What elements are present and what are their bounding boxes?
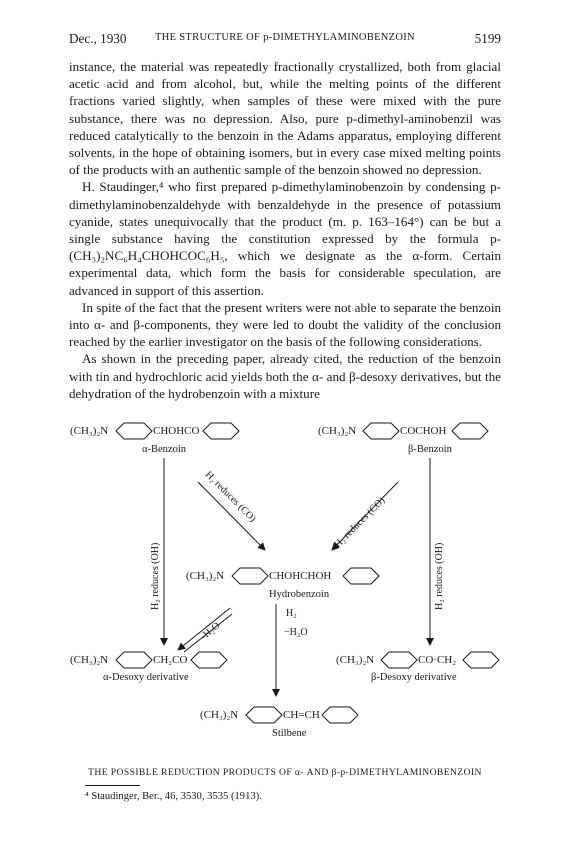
hydrobenzoin-structure — [186, 568, 379, 600]
header-date: Dec., 1930 — [69, 31, 127, 46]
benzene-ring — [116, 652, 152, 668]
beta-desoxy-chain: CO·CH₂ — [418, 654, 457, 666]
alpha-desoxy-chain: CH₂CO — [153, 654, 188, 666]
benzene-ring — [381, 652, 417, 668]
benzene-ring — [343, 568, 379, 584]
stilbene-chain: CH=CH — [283, 709, 320, 721]
alpha-benzoin-label: α-Benzoin — [142, 444, 186, 455]
paragraph-3: In spite of the fact that the present writers were not able to separate the benzoin into α- and β-components, they were led to doubt the validity of the conclusion reached by the earlier investigator on the basis of the following considerations. — [69, 299, 501, 350]
beta-benzoin-chain: COCHOH — [400, 425, 447, 437]
paragraph-1: instance, the material was repeatedly fractionally crystallized, both from glacial acetic acid and from alcohol, but, while the melting points of the different fractions varied slightly, when samples of these were mixed with the pure substance, there was no depression. Also, pure p-dimethyl-aminobenzil was reduced catalytically to the benzoin in the Adams apparatus, employing different solvents, in the hope of obtaining isomers, but in every case mixed melting points of the products with an authentic sample of the benzoin showed no depression. — [69, 59, 501, 178]
beta-benzoin-n-group: (CH₃)₂N — [318, 425, 357, 437]
beta-desoxy-n-group: (CH₃)₂N — [336, 654, 375, 666]
beta-benzoin-structure — [318, 423, 488, 455]
benzene-ring — [191, 652, 227, 668]
header-title: THE STRUCTURE OF p-DIMETHYLAMINOBENZOIN — [155, 32, 415, 43]
beta-desoxy-label: β-Desoxy derivative — [371, 672, 457, 683]
beta-desoxy-structure — [336, 652, 499, 683]
hydrobenzoin-chain: CHOHCHOH — [269, 570, 332, 582]
alpha-desoxy-n-group: (CH₃)₂N — [70, 654, 109, 666]
reaction-diagram — [60, 420, 510, 765]
minus-h2o-label: −H₂O — [284, 627, 308, 638]
hydrobenzoin-n-group: (CH₃)₂N — [186, 570, 225, 582]
paragraph-4: As shown in the preceding paper, already cited, the reduction of the benzoin with tin and hydrochloric acid yields both the α- and β-desoxy derivatives, but the dehydration of the hydrobenzoin with a mixture — [69, 351, 501, 401]
alpha-desoxy-structure — [70, 652, 227, 683]
h2-label: H₂ — [286, 608, 297, 619]
hydrobenzoin-label: Hydrobenzoin — [269, 589, 330, 600]
page-number: 5199 — [474, 31, 501, 46]
alpha-desoxy-label: α-Desoxy derivative — [103, 672, 189, 683]
h2-reduces-co-right-label: H₂ reduces (CO) — [332, 495, 388, 551]
beta-benzoin-label: β-Benzoin — [408, 444, 452, 455]
alpha-benzoin-chain: CHOHCO — [153, 425, 200, 437]
benzene-ring — [116, 423, 152, 439]
alpha-benzoin-n-group: (CH₃)₂N — [70, 425, 109, 437]
body-text — [69, 58, 501, 402]
h2-reduces-oh-left-label: H₂ reduces (OH) — [150, 542, 161, 610]
benzene-ring — [452, 423, 488, 439]
h2-reduces-co-left-label: H₂ reduces (CO) — [202, 469, 258, 525]
footnote: ⁴ Staudinger, Ber., 46, 3530, 3535 (1913). — [85, 791, 262, 802]
footnote-rule — [85, 785, 140, 786]
stilbene-n-group: (CH₃)₂N — [200, 709, 239, 721]
benzene-ring — [363, 423, 399, 439]
benzene-ring — [246, 707, 282, 723]
h2-reduces-oh-right-label: H₂ reduces (OH) — [434, 542, 445, 610]
benzene-ring — [463, 652, 499, 668]
running-header — [69, 31, 501, 47]
benzene-ring — [203, 423, 239, 439]
figure-caption: THE POSSIBLE REDUCTION PRODUCTS OF α- AND β-p-DIMETHYLAMINOBENZOIN — [88, 767, 482, 778]
minus-h2o-diagonal-label: -H₂O — [198, 620, 223, 643]
paragraph-2: H. Staudinger,⁴ who first prepared p-dimethylaminobenzoin by condensing p-dimethylaminobenzaldehyde with benzaldehyde in the presence of potassium cyanide, states unequivocally that the product (m. p. 163–164°) can be but a single substance having the constitution expressed by the formula p-(CH₃)₂NC₆H₄CHOHCOC₆H₅, which we designate as the α-form. Certain experimental data, which form the basis for considerable speculation, are advanced in support of this assertion. — [69, 179, 501, 298]
benzene-ring — [322, 707, 358, 723]
stilbene-structure — [200, 707, 358, 739]
benzene-ring — [232, 568, 268, 584]
stilbene-label: Stilbene — [272, 728, 307, 739]
alpha-benzoin-structure — [70, 423, 239, 455]
